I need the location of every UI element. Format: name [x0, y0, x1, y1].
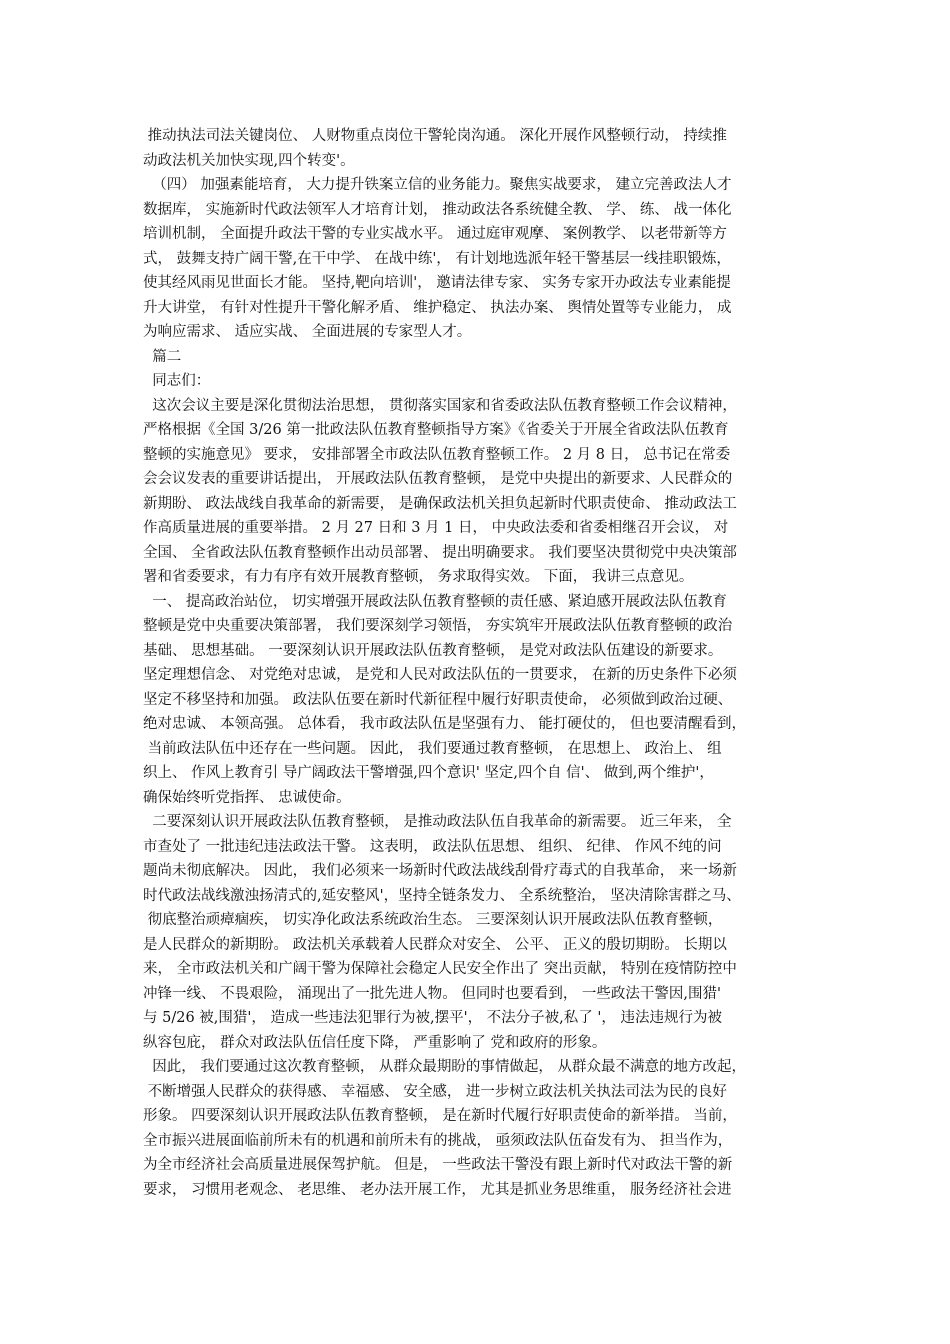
- text-line: 动政法机关加快实现,四个转变'。: [143, 152, 355, 169]
- text-line: 会会议发表的重要讲话提出， 开展政法队伍教育整顿， 是党中央提出的新要求、人民群众的: [143, 471, 733, 487]
- document-body: [143, 124, 823, 1202]
- text-line: 升大讲堂， 有针对性提升干警化解矛盾、 维护稳定、 执法办案、 舆情处置等专业能力， 成: [143, 299, 732, 316]
- text-line: 因此， 我们要通过这次教育整顿， 从群众最期盼的事情做起， 从群众最不满意的地方改起，: [143, 1059, 747, 1075]
- text-line: 彻底整治顽瘴痼疾， 切实净化政法系统政治生态。 三要深刻认识开展政法队伍教育整顿，: [143, 912, 723, 928]
- text-line: 培训机制， 全面提升政法干警的专业实战水平。 通过庭审观摩、 案例教学、 以老带新等方: [143, 226, 727, 242]
- text-line: 使其经风雨见世面长才能。 坚持,靶向培训'， 邀请法律专家、 实务专家开办政法专业素能提: [143, 275, 731, 291]
- text-line: 形象。 四要深刻认识开展政法队伍教育整顿， 是在新时代履行好职责使命的新举措。 当前，: [143, 1108, 737, 1124]
- text-line: 作高质量进展的重要举措。 2 月 27 日和 3 月 1 日， 中央政法委和省委相继召开会议， 对: [143, 520, 729, 536]
- text-line: 一、 提高政治站位， 切实增强开展政法队伍教育整顿的责任感、紧迫感开展政法队伍教育: [143, 593, 727, 610]
- text-line: 织上、 作风上教育引 导广阔政法干警增强,四个意识' 坚定,四个自 信'、 做到,两个维护'，: [143, 765, 714, 781]
- text-line: 与 5/26 被,围猎'， 造成一些违法犯罪行为被,摆平'， 不法分子被,私了 '， 违法违规行为被: [143, 1010, 722, 1026]
- text-line: 署和省委要求，有力有序有效开展教育整顿， 务求取得实效。 下面， 我讲三点意见。: [143, 569, 694, 585]
- text-line: 市查处了 一批违纪违法政法干警。 这表明， 政法队伍思想、 组织、 纪律、 作风不纯的问: [143, 838, 722, 855]
- text-line: 来， 全市政法机关和广阔干警为保障社会稳定人民安全作出了 突出贡献， 特别在疫情防控中: [143, 961, 737, 977]
- text-line: 式， 鼓舞支持广阔干警,在干中学、 在战中练'， 有计划地选派年轻干警基层一线挂职锻炼，: [143, 250, 731, 267]
- text-line: 为全市经济社会高质量进展保驾护航。 但是， 一些政法干警没有跟上新时代对政法干警的新: [143, 1157, 733, 1173]
- text-line: 确保始终听党指挥、 忠诚使命。: [143, 789, 351, 806]
- text-line: 坚定理想信念、 对党绝对忠诚， 是党和人民对政法队伍的一贯要求， 在新的历史条件下必须: [143, 667, 737, 683]
- text-line: 纵容包庇， 群众对政法队伍信任度下降， 严重影响了 党和政府的形象。: [143, 1034, 607, 1051]
- text-line: 全市振兴进展面临前所未有的机遇和前所未有的挑战， 亟须政法队伍奋发有为、 担当作为，: [143, 1132, 733, 1149]
- text-line: 冲锋一线、 不畏艰险， 涌现出了一批先进人物。 但同时也要看到， 一些政法干警因,围猎': [143, 985, 722, 1002]
- text-line: 新期盼、 政法战线自我革命的新需要， 是确保政法机关担负起新时代职责使命、 推动政法工: [143, 495, 737, 512]
- text-line: 要求， 习惯用老观念、 老思维、 老办法开展工作， 尤其是抓业务思维重， 服务经济社会进: [143, 1181, 732, 1198]
- text-line: 不断增强人民群众的获得感、 幸福感、 安全感， 进一步树立政法机关执法司法为民的良好: [143, 1083, 727, 1100]
- text-line: 数据库， 实施新时代政法领军人才培育计划， 推动政法各系统健全教、 学、 练、 战一体化: [143, 201, 732, 218]
- text-line: 坚定不移坚持和加强。 政法队伍要在新时代新征程中履行好职责使命， 必须做到政治过硬、: [143, 691, 733, 708]
- text-line: 推动执法司法关键岗位、 人财物重点岗位干警轮岗沟通。 深化开展作风整顿行动， 持续推: [143, 128, 727, 144]
- text-line: 整顿的实施意见》 要求， 安排部署全市政法队伍教育整顿工作。 2 月 8 日， 总书记在常委: [143, 446, 731, 463]
- text-line: 同志们：: [143, 373, 211, 389]
- text-line: 当前政法队伍中还存在一些问题。 因此， 我们要通过教育整顿， 在思想上、 政治上、 组: [143, 740, 722, 757]
- text-line: 题尚未彻底解决。 因此， 我们必须来一场新时代政法战线刮骨疗毒式的自我革命， 来一场新: [143, 863, 737, 879]
- text-line: （四） 加强素能培育， 大力提升铁案立信的业务能力。聚焦实战要求， 建立完善政法人才: [143, 177, 732, 193]
- text-line: 篇二: [143, 348, 182, 365]
- text-line: 基础、 思想基础。 一要深刻认识开展政法队伍教育整顿， 是党对政法队伍建设的新要求。: [143, 642, 723, 659]
- text-line: 二要深刻认识开展政法队伍教育整顿， 是推动政法队伍自我革命的新需要。 近三年来， 全: [143, 814, 732, 830]
- text-line: 是人民群众的新期盼。 政法机关承载着人民群众对安全、 公平、 正义的殷切期盼。 长期以: [143, 936, 727, 953]
- text-line: 严格根据《全国 3/26 第一批政法队伍教育整顿指导方案》《省委关于开展全省政法队伍教育: [143, 422, 729, 438]
- text-line: 为响应需求、 适应实战、 全面进展的专家型人才。: [143, 324, 472, 340]
- text-line: 绝对忠诚、 本领高强。 总体看， 我市政法队伍是坚强有力、 能打硬仗的， 但也要清醒看到，: [143, 716, 747, 732]
- text-line: 这次会议主要是深化贯彻法治思想， 贯彻落实国家和省委政法队伍教育整顿工作会议精神，: [143, 397, 737, 414]
- text-line: 时代政法战线激浊扬清式的,延安整风'，坚持全链条发力、 全系统整治， 坚决清除害群之马、: [143, 887, 741, 904]
- text-line: 整顿是党中央重要决策部署， 我们要深刻学习领悟， 夯实筑牢开展政法队伍教育整顿的政治: [143, 618, 733, 634]
- text-line: 全国、 全省政法队伍教育整顿作出动员部署、 提出明确要求。 我们要坚决贯彻党中央决策部: [143, 544, 737, 561]
